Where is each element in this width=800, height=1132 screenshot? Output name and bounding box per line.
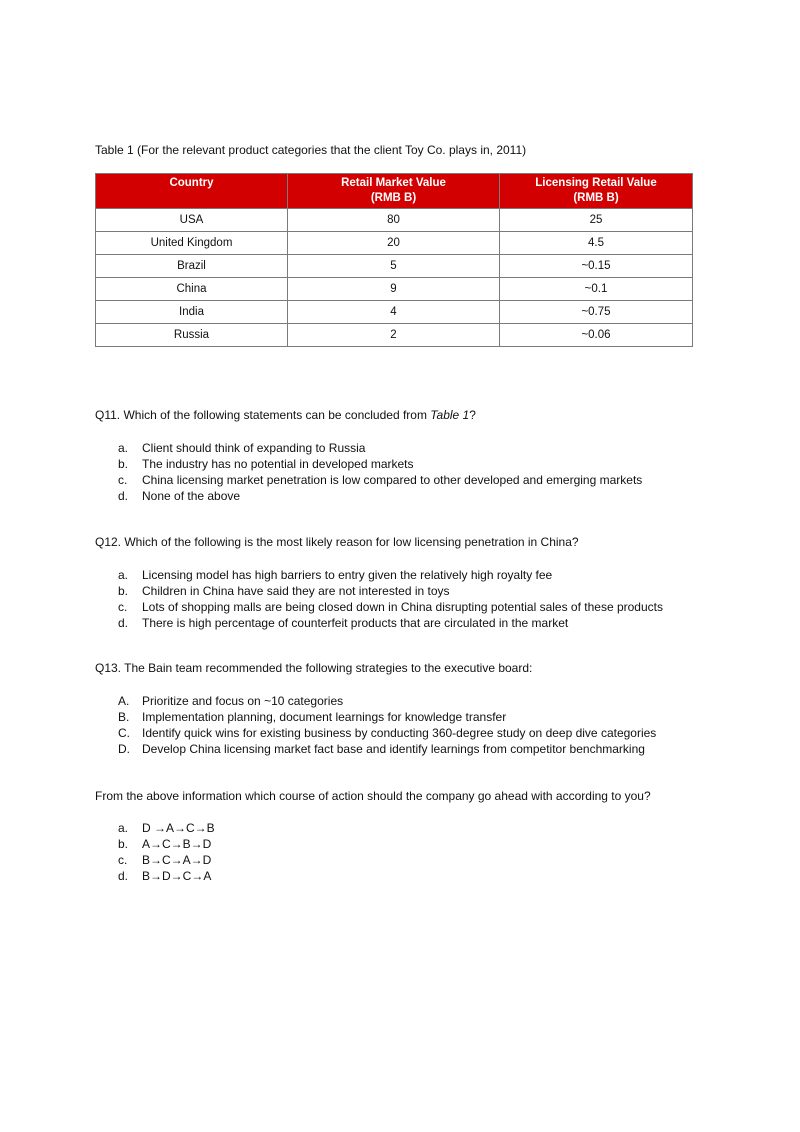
header-country xyxy=(96,174,288,209)
header-retail-market-value xyxy=(288,174,500,209)
option-text: China licensing market penetration is low compared to other developed and emerging markets xyxy=(142,473,643,487)
q11-options xyxy=(118,440,642,504)
table-caption: Table 1 (For the relevant product categories that the client Toy Co. plays in, 2011) xyxy=(95,143,527,157)
option-text: None of the above xyxy=(142,489,241,503)
q11-stem xyxy=(95,408,476,422)
q13-options xyxy=(118,820,215,884)
list-item xyxy=(118,440,642,456)
strategy-text: Prioritize and focus on ~10 categories xyxy=(142,694,344,708)
table-row xyxy=(96,324,693,347)
option-marker: d. xyxy=(118,489,129,503)
list-item xyxy=(118,852,215,868)
cell-licensing-value: 25 xyxy=(500,209,693,232)
strategy-marker: D. xyxy=(118,742,130,756)
q13-strategies xyxy=(118,693,656,757)
cell-retail-value: 5 xyxy=(288,255,500,278)
list-item xyxy=(118,599,663,615)
option-text: B→D→C→A xyxy=(142,869,212,883)
cell-retail-value: 2 xyxy=(288,324,500,347)
option-text: Licensing model has high barriers to entry given the relatively high royalty fee xyxy=(142,568,553,582)
strategy-marker: C. xyxy=(118,726,130,740)
q13-followup-question: From the above information which course of action should the company go ahead with according to you? xyxy=(95,789,651,803)
header-licensing-retail-value xyxy=(500,174,693,209)
option-text: There is high percentage of counterfeit products that are circulated in the market xyxy=(142,616,569,630)
list-item xyxy=(118,868,215,884)
option-marker: c. xyxy=(118,473,128,487)
table-row xyxy=(96,209,693,232)
option-text: B→C→A→D xyxy=(142,853,212,867)
cell-country: Russia xyxy=(96,324,288,347)
cell-country: India xyxy=(96,301,288,324)
strategy-text: Implementation planning, document learnings for knowledge transfer xyxy=(142,710,507,724)
q12-options xyxy=(118,567,663,631)
list-item xyxy=(118,836,215,852)
q11-stem-end: ? xyxy=(469,408,476,422)
market-value-table xyxy=(95,173,693,347)
option-text: Lots of shopping malls are being closed down in China disrupting potential sales of these products xyxy=(142,600,663,614)
list-item xyxy=(118,567,663,583)
table-row xyxy=(96,278,693,301)
option-marker: a. xyxy=(118,821,129,835)
header-country-line1: Country xyxy=(169,177,214,189)
option-marker: b. xyxy=(118,837,129,851)
list-item xyxy=(118,820,215,836)
cell-country: USA xyxy=(96,209,288,232)
list-item xyxy=(118,725,656,741)
option-marker: b. xyxy=(118,584,129,598)
cell-retail-value: 9 xyxy=(288,278,500,301)
q11-stem-text: Q11. Which of the following statements can be concluded from xyxy=(95,408,431,422)
list-item xyxy=(118,488,642,504)
header-licensing-line1: Licensing Retail Value xyxy=(535,177,657,189)
option-marker: c. xyxy=(118,853,128,867)
table-row xyxy=(96,255,693,278)
cell-retail-value: 20 xyxy=(288,232,500,255)
list-item xyxy=(118,693,656,709)
cell-retail-value: 4 xyxy=(288,301,500,324)
strategy-marker: B. xyxy=(118,710,130,724)
option-marker: d. xyxy=(118,869,129,883)
option-text: D →A→C→B xyxy=(142,821,215,835)
list-item xyxy=(118,741,656,757)
list-item xyxy=(118,456,642,472)
header-licensing-line2: (RMB B) xyxy=(573,192,619,204)
q11-table-reference: Table 1 xyxy=(430,408,470,422)
option-marker: a. xyxy=(118,441,129,455)
strategy-text: Develop China licensing market fact base and identify learnings from competitor benchmarking xyxy=(142,742,645,756)
option-text: Children in China have said they are not interested in toys xyxy=(142,584,450,598)
header-retail-line1: Retail Market Value xyxy=(341,177,446,189)
table-row xyxy=(96,232,693,255)
cell-country: United Kingdom xyxy=(96,232,288,255)
q13-stem: Q13. The Bain team recommended the following strategies to the executive board: xyxy=(95,661,533,675)
list-item xyxy=(118,583,663,599)
cell-licensing-value: 4.5 xyxy=(500,232,693,255)
list-item xyxy=(118,615,663,631)
cell-licensing-value: ~0.06 xyxy=(500,324,693,347)
list-item xyxy=(118,472,642,488)
strategy-text: Identify quick wins for existing business by conducting 360-degree study on deep dive categories xyxy=(142,726,657,740)
header-retail-line2: (RMB B) xyxy=(370,192,417,204)
cell-country: China xyxy=(96,278,288,301)
cell-retail-value: 80 xyxy=(288,209,500,232)
option-text: Client should think of expanding to Russia xyxy=(142,441,366,455)
cell-country: Brazil xyxy=(96,255,288,278)
table-row xyxy=(96,301,693,324)
option-text: A→C→B→D xyxy=(142,837,212,851)
table-header-row xyxy=(96,174,693,209)
cell-licensing-value: ~0.1 xyxy=(500,278,693,301)
strategy-marker: A. xyxy=(118,694,130,708)
option-marker: a. xyxy=(118,568,129,582)
list-item xyxy=(118,709,656,725)
option-marker: d. xyxy=(118,616,129,630)
option-text: The industry has no potential in developed markets xyxy=(142,457,414,471)
option-marker: b. xyxy=(118,457,129,471)
option-marker: c. xyxy=(118,600,128,614)
cell-licensing-value: ~0.75 xyxy=(500,301,693,324)
q12-stem: Q12. Which of the following is the most likely reason for low licensing penetration in China? xyxy=(95,535,579,549)
cell-licensing-value: ~0.15 xyxy=(500,255,693,278)
